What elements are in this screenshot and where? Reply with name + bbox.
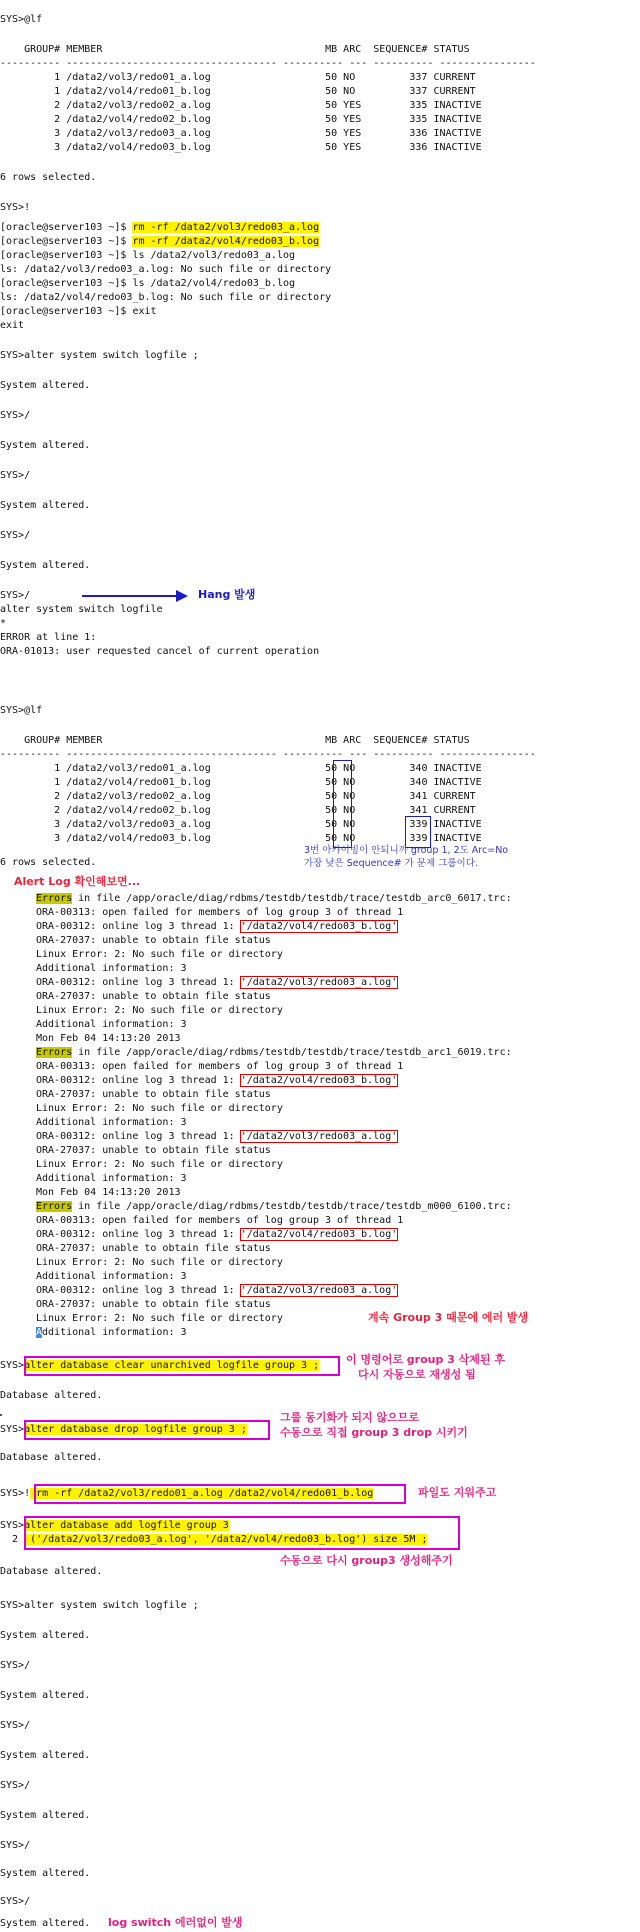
alert-line: ORA-00312: online log 3 thread 1: '/data2/vol4/redo03_b.log' [36,1075,398,1086]
command-box [24,1420,270,1440]
shell-line: exit [0,320,25,331]
command-box [34,1484,406,1504]
alert-line: Linux Error: 2: No such file or directory [36,1103,283,1114]
table-header: GROUP# MEMBER MB ARC SEQUENCE# STATUS [0,735,470,746]
alert-line: Additional information: 3 [36,1019,187,1030]
sql-slash: SYS>/ [0,1840,31,1851]
archiving-note: 3번 아카이빙이 안되니까 group 1, 2도 Arc=No [304,845,509,856]
file-path-box: '/data2/vol3/redo03_a.log' [240,1285,398,1296]
sql-slash: SYS>/ [0,530,31,541]
shell-line: [oracle@server103 ~]$ ls /data2/vol4/redo03_b.log [0,278,296,289]
clear-note: 이 명령어로 group 3 삭제된 후 [346,1353,505,1366]
file-path-box: '/data2/vol4/redo03_b.log' [240,1229,398,1240]
file-path-box: '/data2/vol3/redo03_a.log' [240,977,398,988]
rows-selected: 6 rows selected. [0,857,97,868]
table-row: 1 /data2/vol3/redo01_a.log 50 NO 337 CURRENT [0,72,476,83]
alert-line: Additional information: 3 [36,1327,187,1338]
group3-error-annotation: 계속 Group 3 때문에 에러 발생 [368,1311,529,1324]
sql-drop-logfile: SYS>alter database drop logfile group 3 ; [0,1424,247,1435]
sql-result: System altered. [0,1690,91,1701]
archiving-note: 가장 낮은 Sequence# 가 문제 그룹이다. [304,858,478,869]
shell-line-rm2 [0,236,319,248]
sql-command-highlight: alter database add logfile group 3 [24,1520,229,1531]
alert-line: Errors in file /app/oracle/diag/rdbms/testdb/testdb/trace/testdb_m000_6100.trc: [36,1201,512,1212]
arrow-right-icon [80,589,190,603]
table-row: 2 /data2/vol4/redo02_b.log 50 NO 341 CURRENT [0,805,476,816]
shell-prompt: [oracle@server103 ~]$ [0,236,133,247]
shell-line: [oracle@server103 ~]$ exit [0,306,157,317]
hang-annotation: Hang 발생 [198,588,256,601]
command-box [24,1516,460,1550]
text-cursor: A [36,1327,43,1338]
sql-prompt-lf: SYS>@lf [0,14,43,25]
alert-line: ORA-00312: online log 3 thread 1: '/data2/vol4/redo03_b.log' [36,921,398,932]
table-row: 2 /data2/vol4/redo02_b.log 50 YES 335 INACTIVE [0,114,482,125]
rows-selected: 6 rows selected. [0,172,97,183]
alert-line: ORA-27037: unable to obtain file status [36,991,271,1002]
sql-add-logfile-line2: 2 ('/data2/vol3/redo03_a.log', '/data2/vol4/redo03_b.log') size 5M ; [0,1534,428,1545]
sql-slash: SYS>/ [0,410,31,421]
table-row: 3 /data2/vol4/redo03_b.log 50 YES 336 INACTIVE [0,142,482,153]
final-note: log switch 에러없이 발생 [108,1916,243,1929]
alert-line: ORA-27037: unable to obtain file status [36,1243,271,1254]
table-row: 3 /data2/vol3/redo03_a.log 50 NO 339 INACTIVE [0,819,482,830]
sql-slash: SYS>/ [0,590,31,601]
alert-line: Errors in file /app/oracle/diag/rdbms/testdb/testdb/trace/testdb_arc0_6017.trc: [36,893,512,904]
sql-switch-logfile: SYS>alter system switch logfile ; [0,350,199,361]
rm-command-highlight: rm -rf /data2/vol3/redo03_a.log [132,222,320,233]
shell-line: ls: /data2/vol3/redo03_a.log: No such file or directory [0,264,332,275]
shell-rm-redo01: SYS>! rm -rf /data2/vol3/redo01_a.log /data2/vol4/redo01_b.log [0,1488,374,1499]
alert-line: Errors in file /app/oracle/diag/rdbms/testdb/testdb/trace/testdb_arc1_6019.trc: [36,1047,512,1058]
table-separator: ---------- ----------------------------------- ---------- --- ---------- ---------------- [0,749,536,760]
table-header: GROUP# MEMBER MB ARC SEQUENCE# STATUS [0,44,470,55]
alert-line: ORA-00312: online log 3 thread 1: '/data2/vol4/redo03_b.log' [36,1229,398,1240]
alert-line: Additional information: 3 [36,963,187,974]
sql-result: System altered. [0,380,91,391]
alert-line: ORA-00312: online log 3 thread 1: '/data2/vol3/redo03_a.log' [36,1285,398,1296]
table-row: 2 /data2/vol3/redo02_a.log 50 NO 341 CURRENT [0,791,476,802]
alert-line: Linux Error: 2: No such file or directory [36,949,283,960]
alert-line: ORA-00312: online log 3 thread 1: '/data2/vol3/redo03_a.log' [36,1131,398,1142]
sql-result: Database altered. [0,1452,103,1463]
alert-log-heading: Alert Log 확인해보면... [14,875,141,888]
table-row: 2 /data2/vol3/redo02_a.log 50 YES 335 INACTIVE [0,100,482,111]
shell-line-rm1 [0,222,319,234]
sql-command-highlight: ('/data2/vol3/redo03_a.log', '/data2/vol4/redo03_b.log') size 5M ; [24,1534,428,1545]
file-path-box: '/data2/vol4/redo03_b.log' [240,1075,398,1086]
command-box [24,1356,340,1376]
sql-clear-unarchived: SYS>alter database clear unarchived logfile group 3 ; [0,1360,320,1371]
sql-result: System altered. [0,1868,91,1879]
sql-add-logfile: SYS>alter database add logfile group 3 [0,1520,229,1531]
drop-note: 수동으로 직접 group 3 drop 시키기 [280,1426,468,1439]
file-path-box: '/data2/vol4/redo03_b.log' [240,921,398,932]
table-row: 3 /data2/vol4/redo03_b.log 50 NO 339 INACTIVE [0,833,482,844]
stray-dot [0,1414,2,1416]
alert-line: ORA-00312: online log 3 thread 1: '/data2/vol3/redo03_a.log' [36,977,398,988]
sql-slash: SYS>/ [0,1896,31,1907]
sql-prompt-lf: SYS>@lf [0,705,43,716]
add-note: 수동으로 다시 group3 생성해주기 [280,1554,453,1567]
error-line: ERROR at line 1: [0,632,97,643]
sql-result: System altered. [0,500,91,511]
error-marker: * [0,618,7,629]
alert-line: ORA-00313: open failed for members of log group 3 of thread 1 [36,1061,404,1072]
shell-prompt: [oracle@server103 ~]$ [0,222,133,233]
table-row: 1 /data2/vol4/redo01_b.log 50 NO 337 CURRENT [0,86,476,97]
alert-line: Additional information: 3 [36,1117,187,1128]
alert-line: Linux Error: 2: No such file or directory [36,1005,283,1016]
table-separator: ---------- ----------------------------------- ---------- --- ---------- ---------------- [0,58,536,69]
sql-slash: SYS>/ [0,1780,31,1791]
error-line: ORA-01013: user requested cancel of current operation [0,646,320,657]
alert-line: Additional information: 3 [36,1271,187,1282]
sql-result: System altered. [0,1810,91,1821]
alert-line: Additional information: 3 [36,1173,187,1184]
sql-result: System altered. [0,1918,91,1929]
alert-line: ORA-00313: open failed for members of log group 3 of thread 1 [36,1215,404,1226]
table-row: 1 /data2/vol3/redo01_a.log 50 NO 340 INACTIVE [0,763,482,774]
sql-result: System altered. [0,440,91,451]
alert-line: ORA-27037: unable to obtain file status [36,1089,271,1100]
alert-line: ORA-27037: unable to obtain file status [36,1145,271,1156]
sql-slash: SYS>/ [0,1720,31,1731]
arc-column-box [333,760,352,848]
sql-command-highlight: alter database clear unarchived logfile group 3 ; [24,1360,320,1371]
sql-result: System altered. [0,1630,91,1641]
sql-result: System altered. [0,560,91,571]
rm-note: 파일도 지워주고 [418,1486,497,1499]
alert-date: Mon Feb 04 14:13:20 2013 [36,1187,181,1198]
shell-escape: SYS>! [0,202,31,213]
alert-line: ORA-27037: unable to obtain file status [36,1299,271,1310]
alert-date: Mon Feb 04 14:13:20 2013 [36,1033,181,1044]
alert-line: Linux Error: 2: No such file or directory [36,1159,283,1170]
sequence-box [405,816,431,848]
shell-line: ls: /data2/vol4/redo03_b.log: No such file or directory [0,292,332,303]
sql-echo: alter system switch logfile [0,604,163,615]
sql-command-highlight: alter database drop logfile group 3 ; [24,1424,247,1435]
sql-result: System altered. [0,1750,91,1761]
sql-result: Database altered. [0,1566,103,1577]
sql-slash: SYS>/ [0,1660,31,1671]
alert-line: ORA-27037: unable to obtain file status [36,935,271,946]
sql-command-highlight: rm -rf /data2/vol3/redo01_a.log /data2/vol4/redo01_b.log [30,1488,374,1499]
drop-note: 그룹 동기화가 되지 않으므로 [280,1411,419,1424]
sql-slash: SYS>/ [0,470,31,481]
clear-note: 다시 자동으로 재생성 됨 [358,1368,476,1381]
sql-switch-logfile: SYS>alter system switch logfile ; [0,1600,199,1611]
alert-line: ORA-00313: open failed for members of log group 3 of thread 1 [36,907,404,918]
alert-line: Linux Error: 2: No such file or directory [36,1313,283,1324]
table-row: 1 /data2/vol4/redo01_b.log 50 NO 340 INACTIVE [0,777,482,788]
shell-line: [oracle@server103 ~]$ ls /data2/vol3/redo03_a.log [0,250,296,261]
alert-line: Linux Error: 2: No such file or directory [36,1257,283,1268]
sql-result: Database altered. [0,1390,103,1401]
rm-command-highlight: rm -rf /data2/vol4/redo03_b.log [132,236,320,247]
table-row: 3 /data2/vol3/redo03_a.log 50 YES 336 INACTIVE [0,128,482,139]
file-path-box: '/data2/vol3/redo03_a.log' [240,1131,398,1142]
